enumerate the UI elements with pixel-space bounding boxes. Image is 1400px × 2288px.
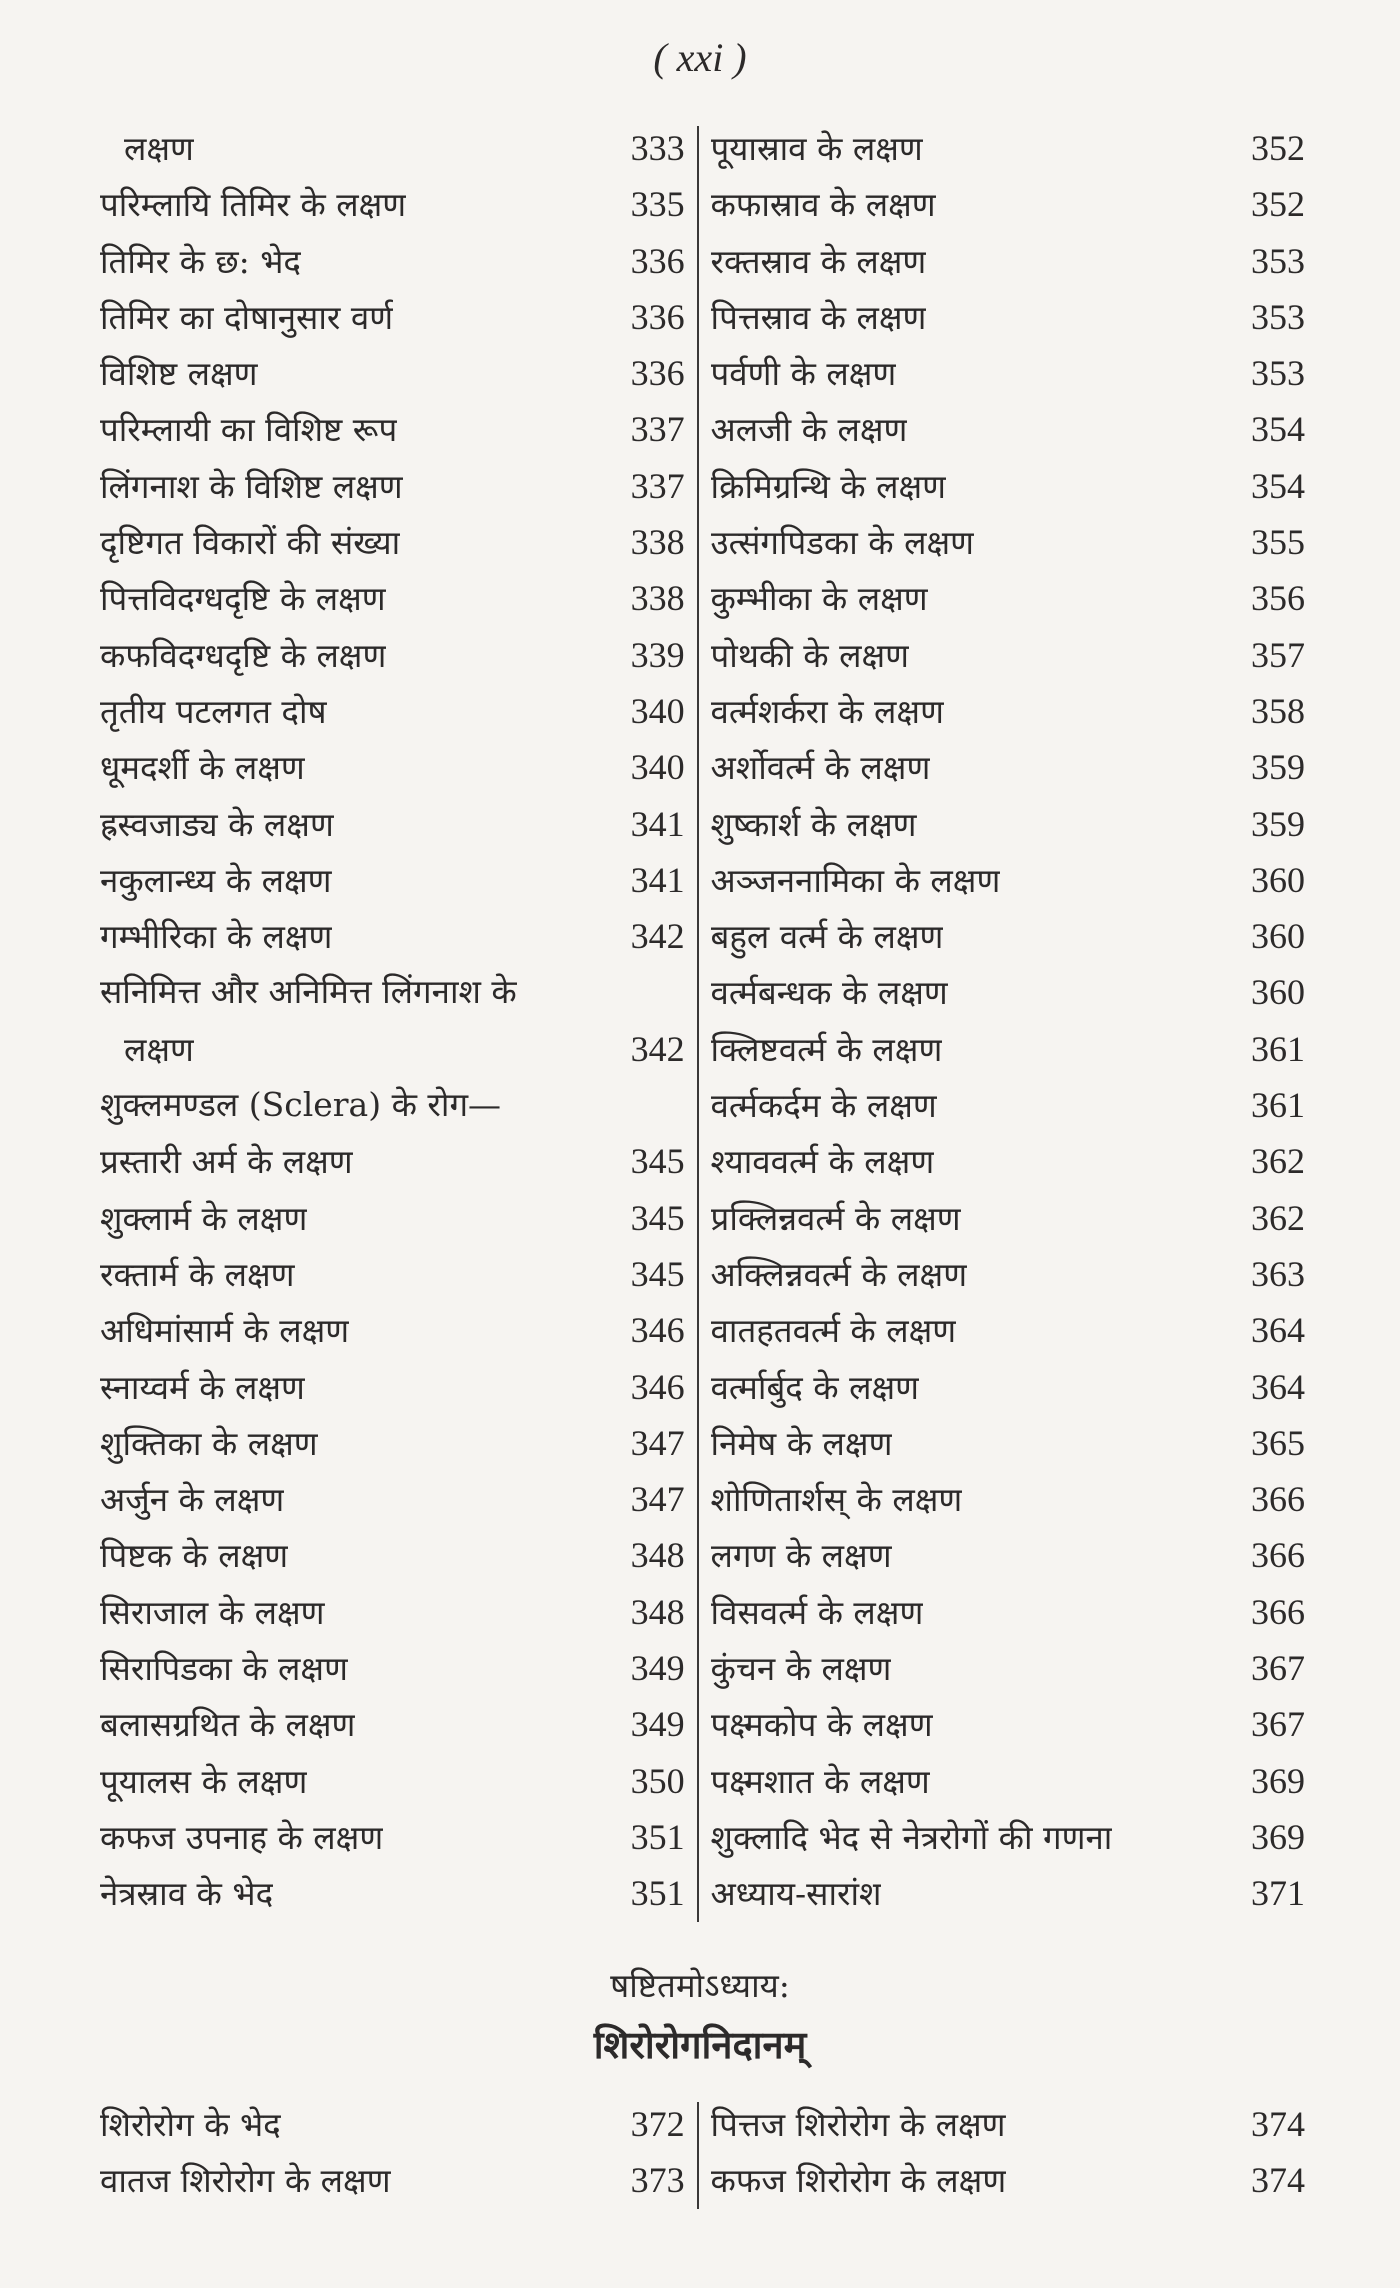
toc-entry-page: 359 (1251, 803, 1306, 844)
toc-entry-title: कुंचन के लक्षण (710, 1649, 892, 1689)
toc-entry (100, 908, 685, 964)
toc-entry-page: 341 (630, 859, 685, 900)
toc-entry (711, 1696, 1305, 1752)
toc-entry (100, 1359, 685, 1415)
toc-entry-page: 336 (630, 240, 685, 281)
toc-entry-title: लिंगनाश के विशिष्ट लक्षण (100, 466, 403, 506)
toc-entry-title: नेत्रस्राव के भेद (100, 1874, 274, 1914)
toc-entry-page: 371 (1251, 1873, 1306, 1914)
toc-entry-page: 346 (630, 1366, 685, 1407)
toc-entry-page: 349 (630, 1648, 685, 1689)
toc-entry (711, 964, 1305, 1020)
toc-entry-page: 340 (630, 747, 685, 788)
toc-entry-title: रक्तार्म के लक्षण (100, 1254, 295, 1294)
toc-entry-page: 348 (630, 1535, 685, 1576)
toc-entry (711, 233, 1305, 289)
toc-entry-page: 341 (630, 803, 685, 844)
toc-entry (100, 1302, 685, 1358)
toc-entry-page: 338 (630, 522, 685, 563)
toc-entry (100, 627, 685, 683)
toc-entry-title: तृतीय पटलगत दोष (100, 691, 327, 731)
toc-entry-page: 360 (1251, 859, 1306, 900)
toc-entry-title: विसवर्त्म के लक्षण (710, 1592, 924, 1632)
toc-entry (711, 1133, 1305, 1189)
toc-entry (711, 120, 1305, 176)
toc-entry-title: लक्षण (124, 129, 194, 168)
toc-entry-title: शुक्तिका के लक्षण (100, 1423, 318, 1463)
toc-entry (100, 1865, 685, 1921)
toc-entry-title: परिम्लायि तिमिर के लक्षण (100, 185, 407, 225)
toc-entry-page: 337 (630, 465, 685, 506)
toc-left-column (100, 120, 697, 1922)
toc-entry (711, 1471, 1305, 1527)
toc-entry-page: 333 (630, 128, 685, 168)
toc-entry-page: 336 (630, 353, 685, 394)
toc-entry (711, 401, 1305, 457)
toc-entry-title: दृष्टिगत विकारों की संख्या (100, 523, 401, 563)
toc-entry-page: 369 (1251, 1760, 1306, 1801)
toc-entry (711, 1640, 1305, 1696)
toc-entry-title: गम्भीरिका के लक्षण (100, 917, 333, 957)
toc-entry-title: अलजी के लक्षण (710, 410, 908, 450)
toc-entry-page: 336 (630, 296, 685, 337)
toc-entry-page: 339 (630, 634, 685, 675)
toc-entry (711, 1865, 1305, 1921)
toc-entry (100, 289, 685, 345)
toc-entry (100, 852, 685, 908)
toc-entry-page: 373 (630, 2160, 685, 2201)
toc-entry-page: 342 (630, 916, 685, 957)
toc-entry (711, 1753, 1305, 1809)
toc-entry-title: स्नाय्वर्म के लक्षण (100, 1367, 305, 1407)
toc-entry-page: 345 (630, 1253, 685, 1294)
toc-entry-page: 354 (1251, 409, 1306, 450)
toc-entry (100, 1190, 685, 1246)
toc-entry-title: कफास्राव के लक्षण (710, 185, 936, 225)
toc-entry (100, 570, 685, 626)
toc-entry-title: कुम्भीका के लक्षण (710, 579, 928, 619)
toc-entry-title: शुक्लमण्डल (Sclera) के रोग— (100, 1085, 502, 1125)
toc-entry (711, 1584, 1305, 1640)
toc-bottom-right-column (699, 2096, 1305, 2209)
toc-entry-page: 338 (630, 578, 685, 619)
toc-entry (711, 2096, 1305, 2152)
toc-entry-page: 357 (1251, 634, 1306, 675)
toc-entry (711, 514, 1305, 570)
toc-entry-page: 363 (1251, 1253, 1306, 1294)
toc-entry-page: 353 (1251, 240, 1306, 281)
toc-entry (100, 120, 685, 176)
toc-entry (711, 852, 1305, 908)
toc-entry (711, 1415, 1305, 1471)
toc-entry-page: 352 (1251, 128, 1306, 168)
toc-entry-page: 353 (1251, 353, 1306, 394)
toc-entry (100, 1753, 685, 1809)
toc-entry (100, 1471, 685, 1527)
toc-entry-title: अध्याय-सारांश (710, 1874, 882, 1914)
toc-entry-page: 374 (1251, 2104, 1306, 2144)
toc-entry-page: 361 (1251, 1028, 1306, 1069)
toc-entry-title: कफविदग्धदृष्टि के लक्षण (100, 635, 387, 675)
toc-entry-title: पक्ष्मकोप के लक्षण (710, 1705, 933, 1745)
toc-entry-title: शुक्लादि भेद से नेत्ररोगों की गणना (710, 1817, 1113, 1857)
toc-entry (711, 1302, 1305, 1358)
toc-entry (711, 796, 1305, 852)
toc-entry (711, 2152, 1305, 2208)
toc-entry-page: 354 (1251, 465, 1306, 506)
toc-entry (100, 176, 685, 232)
toc-entry-title: उत्संगपिडका के लक्षण (710, 523, 975, 563)
toc-entry-page: 337 (630, 409, 685, 450)
toc-entry-title: वर्त्मबन्धक के लक्षण (710, 973, 948, 1013)
toc-entry (100, 739, 685, 795)
toc-entry-title: लगण के लक्षण (710, 1536, 892, 1576)
toc-entry-page: 340 (630, 690, 685, 731)
toc-entry (711, 570, 1305, 626)
toc-entry (711, 1527, 1305, 1583)
toc-entry-title: वर्त्मार्बुद के लक्षण (710, 1367, 920, 1407)
toc-entry-title: अर्जुन के लक्षण (100, 1480, 285, 1520)
toc-columns-bottom (100, 2096, 1305, 2209)
toc-entry-title: अक्लिन्नवर्त्म के लक्षण (710, 1254, 968, 1294)
toc-entry-page: 369 (1251, 1816, 1306, 1857)
toc-entry-page: 366 (1251, 1479, 1306, 1520)
toc-entry-title: ह्रस्वजाड्य के लक्षण (100, 804, 334, 844)
toc-entry (100, 1696, 685, 1752)
toc-entry-page: 374 (1251, 2160, 1306, 2201)
toc-entry (100, 514, 685, 570)
toc-entry-title: पित्तविदग्धदृष्टि के लक्षण (100, 579, 386, 619)
toc-entry-title: पक्ष्मशात के लक्षण (710, 1761, 930, 1801)
toc-entry-title: लक्षण (124, 1029, 194, 1069)
toc-entry-page: 366 (1251, 1535, 1306, 1576)
toc-entry (711, 1359, 1305, 1415)
toc-entry-title: वर्त्मकर्दम के लक्षण (710, 1086, 937, 1126)
toc-entry-title: परिम्लायी का विशिष्ट रूप (100, 410, 398, 450)
toc-entry-title: विशिष्ट लक्षण (100, 354, 258, 394)
toc-entry-page: 360 (1251, 916, 1306, 957)
toc-entry (711, 1246, 1305, 1302)
toc-entry-page: 365 (1251, 1422, 1306, 1463)
toc-entry-title: सिरापिडका के लक्षण (100, 1649, 348, 1689)
toc-entry-title: अर्शोवर्त्म के लक्षण (710, 748, 931, 788)
toc-entry-title: सिराजाल के लक्षण (100, 1592, 325, 1632)
toc-columns-top (100, 120, 1305, 1922)
toc-entry-title: पित्तज शिरोरोग के लक्षण (710, 2105, 1006, 2144)
toc-entry-page: 345 (630, 1197, 685, 1238)
toc-entry-page: 352 (1251, 184, 1306, 225)
toc-entry-title: शोणितार्शस् के लक्षण (710, 1480, 963, 1520)
toc-entry (711, 1021, 1305, 1077)
toc-entry-title: शिरोरोग के भेद (100, 2105, 281, 2144)
toc-entry-title: प्रक्लिन्नवर्त्म के लक्षण (710, 1198, 961, 1238)
toc-entry-page: 335 (630, 184, 685, 225)
toc-entry-title: बहुल वर्त्म के लक्षण (710, 917, 944, 957)
toc-entry-page: 372 (630, 2104, 685, 2144)
toc-entry-page: 348 (630, 1591, 685, 1632)
toc-entry-title: तिमिर का दोषानुसार वर्ण (100, 297, 394, 337)
toc-entry-page: 367 (1251, 1704, 1306, 1745)
toc-entry-title: पोथकी के लक्षण (710, 635, 910, 675)
toc-entry-page: 355 (1251, 522, 1306, 563)
toc-bottom-left-column (100, 2096, 697, 2209)
toc-entry (711, 908, 1305, 964)
toc-entry (100, 683, 685, 739)
toc-entry (100, 345, 685, 401)
toc-entry-title: वर्त्मशर्करा के लक्षण (710, 691, 944, 731)
toc-entry (100, 964, 685, 1020)
toc-entry-page: 353 (1251, 296, 1306, 337)
toc-entry-page: 356 (1251, 578, 1306, 619)
toc-entry (711, 1190, 1305, 1246)
toc-entry (100, 401, 685, 457)
toc-entry (100, 1584, 685, 1640)
toc-entry (100, 233, 685, 289)
toc-entry (711, 1809, 1305, 1865)
toc-entry (100, 1133, 685, 1189)
toc-entry (711, 1077, 1305, 1133)
toc-entry-page: 345 (630, 1141, 685, 1182)
chapter-title: शिरोरोगनिदानम् (593, 2022, 807, 2067)
toc-entry-page: 351 (630, 1873, 685, 1914)
toc-entry (100, 2096, 685, 2152)
toc-entry (711, 627, 1305, 683)
toc-entry (100, 1527, 685, 1583)
toc-right-column (699, 120, 1305, 1922)
toc-entry-page: 346 (630, 1310, 685, 1351)
toc-entry-page: 361 (1251, 1085, 1306, 1126)
chapter-label: षष्टितमोऽध्याय: (610, 1966, 790, 2005)
toc-entry-page: 366 (1251, 1591, 1306, 1632)
toc-entry-page: 342 (630, 1028, 685, 1069)
toc-entry-title: कफज शिरोरोग के लक्षण (710, 2161, 1007, 2201)
toc-entry (100, 1246, 685, 1302)
toc-entry-page: 350 (630, 1760, 685, 1801)
toc-entry-title: क्लिष्टवर्त्म के लक्षण (710, 1029, 943, 1069)
toc-entry (100, 796, 685, 852)
toc-entry-page: 358 (1251, 690, 1306, 731)
toc-entry-title: अञ्जननामिका के लक्षण (710, 860, 1001, 900)
toc-entry (100, 1809, 685, 1865)
toc-entry-page: 359 (1251, 747, 1306, 788)
toc-entry (711, 683, 1305, 739)
toc-entry-page: 364 (1251, 1366, 1306, 1407)
toc-entry-title: प्रस्तारी अर्म के लक्षण (100, 1142, 353, 1182)
toc-entry-page: 351 (630, 1816, 685, 1857)
toc-entry-title: तिमिर के छ: भेद (100, 241, 301, 281)
toc-entry (100, 2152, 685, 2208)
page-number: ( xxi ) (653, 35, 747, 80)
toc-entry (711, 176, 1305, 232)
toc-entry-title: वातज शिरोरोग के लक्षण (100, 2161, 391, 2201)
toc-entry (100, 1021, 685, 1077)
toc-entry-title: अधिमांसार्म के लक्षण (100, 1311, 350, 1351)
toc-entry-title: पूयालस के लक्षण (100, 1761, 308, 1801)
toc-entry (100, 458, 685, 514)
toc-entry (711, 345, 1305, 401)
toc-entry-title: क्रिमिग्रन्थि के लक्षण (710, 466, 946, 506)
toc-entry-page: 347 (630, 1479, 685, 1520)
toc-entry (100, 1415, 685, 1471)
toc-entry (711, 458, 1305, 514)
toc-entry-title: श्याववर्त्म के लक्षण (710, 1142, 935, 1182)
toc-entry-title: शुक्लार्म के लक्षण (100, 1198, 308, 1238)
toc-entry-title: शुष्कार्श के लक्षण (710, 804, 917, 844)
toc-entry (711, 289, 1305, 345)
toc-entry-page: 364 (1251, 1310, 1306, 1351)
toc-entry-title: सनिमित्त और अनिमित्त लिंगनाश के (100, 972, 517, 1012)
toc-entry (711, 739, 1305, 795)
toc-entry-title: निमेष के लक्षण (710, 1423, 893, 1463)
toc-entry-page: 347 (630, 1422, 685, 1463)
toc-entry-title: वातहतवर्त्म के लक्षण (710, 1311, 957, 1351)
toc-entry-title: धूमदर्शी के लक्षण (100, 748, 305, 788)
toc-entry (100, 1077, 685, 1133)
toc-entry-page: 349 (630, 1704, 685, 1745)
toc-entry-title: पिष्टक के लक्षण (100, 1536, 289, 1576)
toc-entry-page: 362 (1251, 1197, 1306, 1238)
toc-entry-title: कफज उपनाह के लक्षण (100, 1817, 384, 1857)
toc-entry-page: 360 (1251, 972, 1306, 1013)
toc-entry-title: नकुलान्ध्य के लक्षण (100, 860, 332, 900)
toc-entry-title: पित्तस्राव के लक्षण (710, 297, 927, 337)
toc-entry-page: 362 (1251, 1141, 1306, 1182)
toc-entry-title: पूयास्राव के लक्षण (710, 129, 923, 168)
toc-entry-page: 367 (1251, 1648, 1306, 1689)
toc-entry-title: रक्तस्राव के लक्षण (710, 241, 927, 281)
toc-entry (100, 1640, 685, 1696)
toc-entry-title: पर्वणी के लक्षण (710, 354, 897, 394)
toc-entry-title: बलासग्रथित के लक्षण (100, 1705, 356, 1745)
